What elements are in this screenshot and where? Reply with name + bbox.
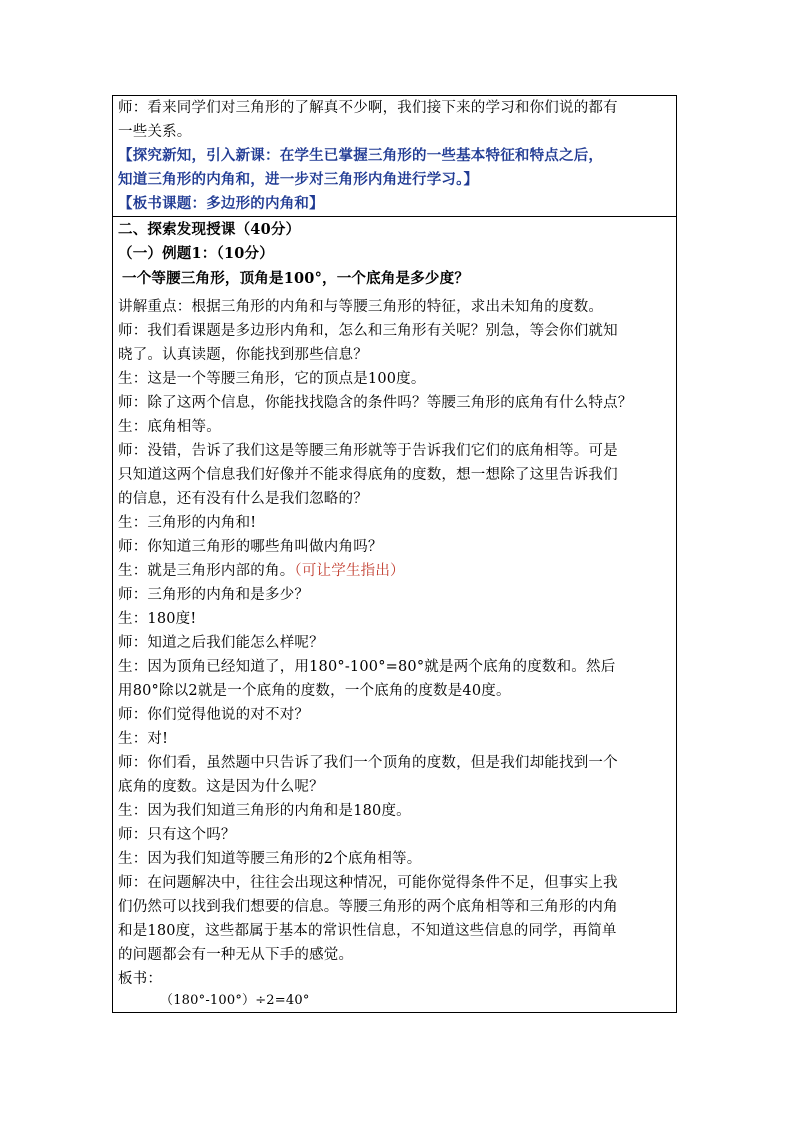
text-line: 用80°除以2就是一个底角的度数，一个底角的度数是40度。 bbox=[118, 683, 511, 699]
text-line: 师：在问题解决中，往往会出现这种情况，可能你觉得条件不足，但事实上我 bbox=[118, 875, 618, 891]
problem-statement: 一个等腰三角形，顶角是100°，一个底角是多少度？ bbox=[122, 270, 470, 287]
text-line: 生：三角形的内角和! bbox=[118, 515, 257, 531]
text-line bbox=[118, 560, 405, 582]
text-line: 生：这是一个等腰三角形，它的顶点是100度。 bbox=[118, 371, 426, 387]
text-line: 师：你们觉得他说的对不对？ bbox=[118, 707, 310, 723]
text-line: 师：我们看课题是多边形内角和，怎么和三角形有关呢？别急，等会你们就知 bbox=[118, 323, 618, 339]
student-answer: 生：就是三角形内部的角。 bbox=[118, 563, 295, 579]
text-line: 生：因为我们知道等腰三角形的2个底角相等。 bbox=[118, 851, 422, 867]
annotation-line: 知道三角形的内角和，进一步对三角形内角进行学习。】 bbox=[118, 171, 479, 188]
text-line: 生：对! bbox=[118, 731, 169, 747]
text-line: 和是180度，这些都属于基本的常识性信息，不知道这些信息的同学，再简单 bbox=[118, 923, 617, 939]
board-topic-line: 【板书课题：多边形的内角和】 bbox=[118, 195, 324, 212]
annotation-line: 【探究新知，引入新课：在学生已掌握三角形的一些基本特征和特点之后， bbox=[118, 147, 604, 164]
board-label: 板书： bbox=[118, 971, 163, 987]
text-line: 生：因为我们知道三角形的内角和是180度。 bbox=[118, 803, 411, 819]
text-line: 的问题都会有一种无从下手的感觉。 bbox=[118, 947, 354, 963]
text-line: 只知道这两个信息我们好像并不能求得底角的度数，想一想除了这里告诉我们 bbox=[118, 467, 618, 483]
text-line: 的信息，还有没有什么是我们忽略的？ bbox=[118, 491, 368, 507]
board-formula: （180°-100°）÷2=40° bbox=[160, 993, 310, 1008]
text-line: 一些关系。 bbox=[118, 124, 192, 140]
teacher-hint: （可让学生指出） bbox=[294, 563, 405, 579]
text-line: 生：底角相等。 bbox=[118, 419, 221, 435]
text-line: 师：除了这两个信息，你能找找隐含的条件吗？等腰三角形的底角有什么特点？ bbox=[118, 395, 633, 411]
text-line: 师：知道之后我们能怎么样呢？ bbox=[118, 635, 324, 651]
text-line: 师：看来同学们对三角形的了解真不少啊，我们接下来的学习和你们说的都有 bbox=[118, 100, 618, 116]
text-line: 讲解重点：根据三角形的内角和与等腰三角形的特征，求出未知角的度数。 bbox=[118, 299, 604, 315]
text-line: 师：三角形的内角和是多少？ bbox=[118, 587, 310, 603]
section-title: 二、探索发现授课（40分） bbox=[118, 221, 301, 238]
text-line: 晓了。认真读题，你能找到那些信息？ bbox=[118, 347, 368, 363]
text-line: 师：没错，告诉了我们这是等腰三角形就等于告诉我们它们的底角相等。可是 bbox=[118, 443, 618, 459]
text-line: 生：因为顶角已经知道了，用180°-100°=80°就是两个底角的度数和。然后 bbox=[118, 659, 616, 675]
text-line: 底角的度数。这是因为什么呢？ bbox=[118, 779, 324, 795]
text-line: 们仍然可以找到我们想要的信息。等腰三角形的两个底角相等和三角形的内角 bbox=[118, 899, 618, 915]
text-line: 生：180度! bbox=[118, 611, 197, 627]
example-title: （一）例题1：（10分） bbox=[118, 245, 274, 262]
text-line: 师：只有这个吗？ bbox=[118, 827, 236, 843]
text-line: 师：你们看，虽然题中只告诉了我们一个顶角的度数，但是我们却能找到一个 bbox=[118, 755, 618, 771]
text-line: 师：你知道三角形的哪些角叫做内角吗？ bbox=[118, 539, 383, 555]
